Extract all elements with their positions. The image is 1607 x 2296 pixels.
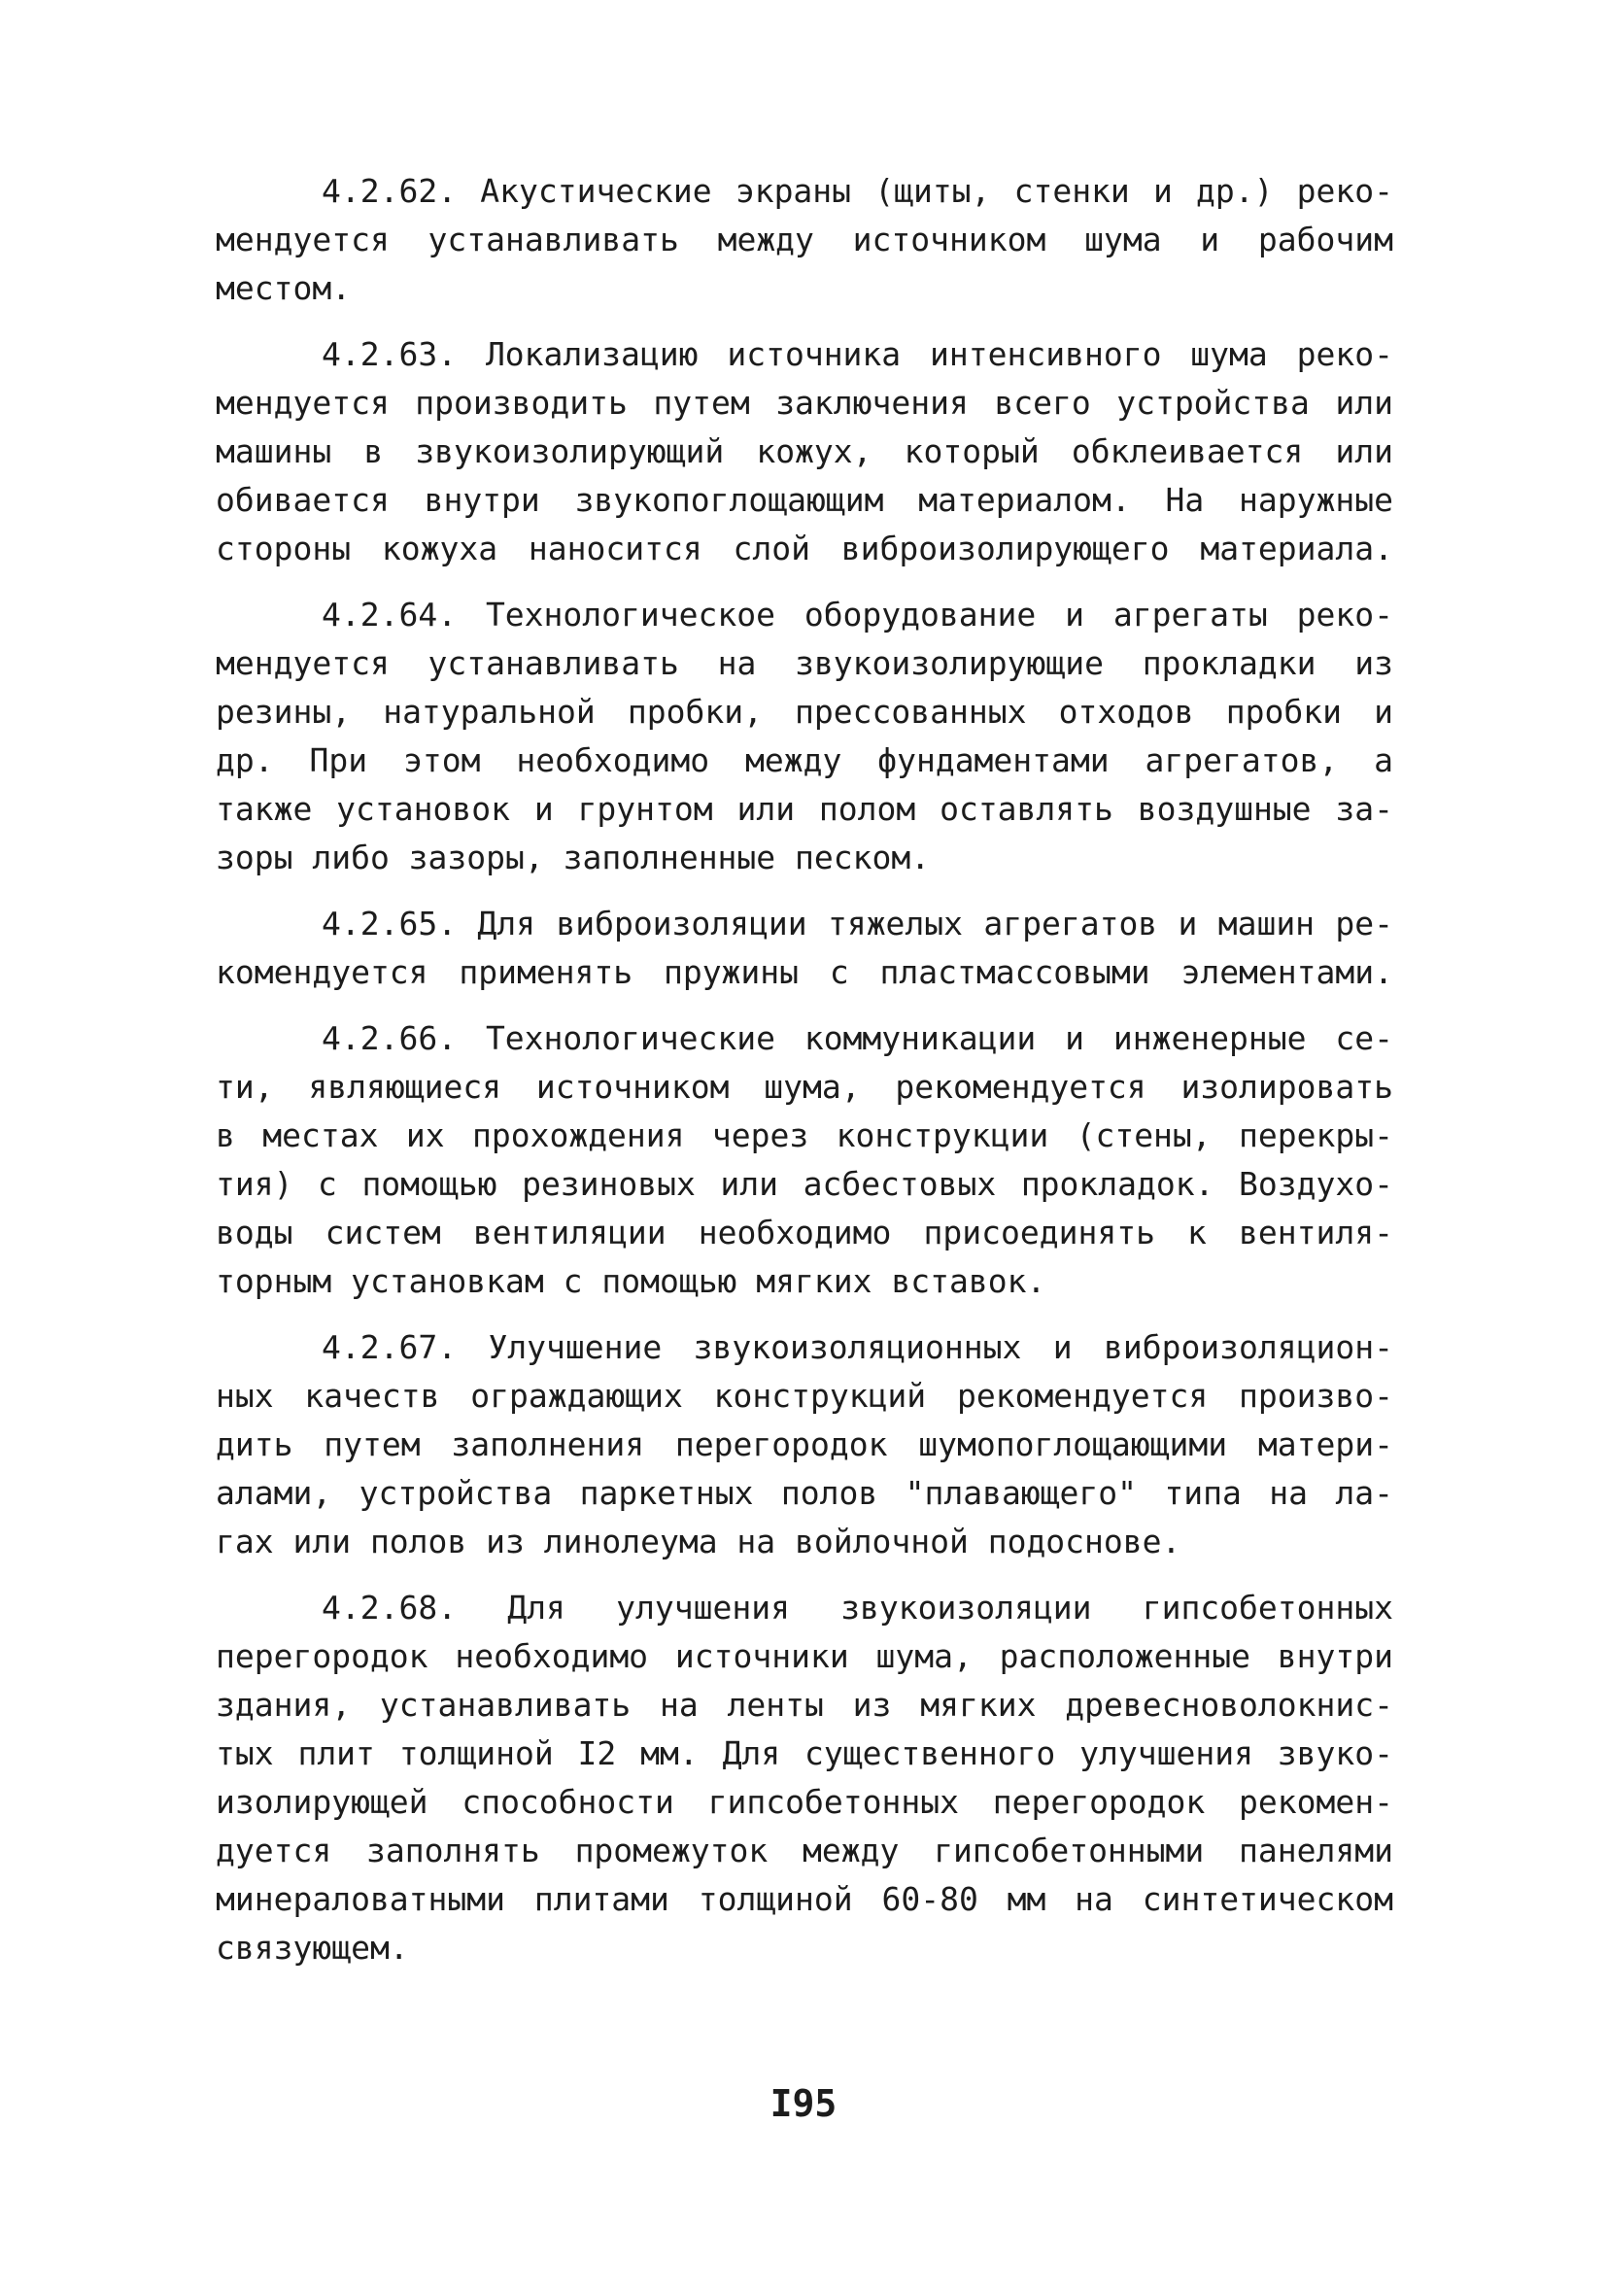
paragraph-4-2-67: [216, 1323, 1393, 1566]
text-line: местом.: [216, 269, 352, 307]
text-line: др. При этом необходимо между фундаментами агрегатов, а: [216, 741, 1393, 779]
text-line: также установок и грунтом или полом оставлять воздушные за-: [216, 790, 1393, 828]
text-line: гах или полов из линолеума на войлочной подоснове.: [216, 1523, 1181, 1560]
text-line: мендуется производить путем заключения всего устройства или: [216, 384, 1393, 422]
paragraph-4-2-65: [216, 900, 1393, 997]
text-line: торным установкам с помощью мягких вставок.: [216, 1262, 1046, 1300]
text-line: 4.2.67. Улучшение звукоизоляционных и виброизоляцион-: [322, 1328, 1393, 1366]
text-line: дить путем заполнения перегородок шумопоглощающими матери-: [216, 1425, 1393, 1463]
text-line: мендуется устанавливать на звукоизолирующие прокладки из: [216, 644, 1393, 682]
text-line: ти, являющиеся источником шума, рекомендуется изолировать: [216, 1068, 1393, 1106]
text-line: 4.2.62. Акустические экраны (щиты, стенки и др.) реко-: [322, 172, 1393, 210]
paragraph-4-2-66: [216, 1014, 1393, 1306]
text-line: 4.2.63. Локализацию источника интенсивного шума реко-: [322, 335, 1393, 373]
text-line: минераловатными плитами толщиной 60-80 мм на синтетическом: [216, 1880, 1393, 1918]
text-line: ных качеств ограждающих конструкций рекомендуется произво-: [216, 1377, 1393, 1415]
text-line: дуется заполнять промежуток между гипсобетонными панелями: [216, 1832, 1393, 1869]
text-line: машины в звукоизолирующий кожух, который обклеивается или: [216, 432, 1393, 470]
text-line: связующем.: [216, 1929, 409, 1967]
text-line: воды систем вентиляции необходимо присоединять к вентиля-: [216, 1214, 1393, 1251]
text-line: в местах их прохождения через конструкции (стены, перекры-: [216, 1116, 1393, 1154]
text-line: здания, устанавливать на ленты из мягких древесноволокнис-: [216, 1686, 1393, 1724]
text-line: 4.2.66. Технологические коммуникации и инженерные се-: [322, 1019, 1393, 1057]
text-line: обивается внутри звукопоглощающим материалом. На наружные: [216, 481, 1393, 519]
body-text: [216, 167, 1393, 1990]
text-line: изолирующей способности гипсобетонных перегородок рекомен-: [216, 1783, 1393, 1821]
text-line: резины, натуральной пробки, прессованных отходов пробки и: [216, 693, 1393, 731]
paragraph-4-2-64: [216, 591, 1393, 882]
text-line: тых плит толщиной I2 мм. Для существенного улучшения звуко-: [216, 1734, 1393, 1772]
text-line: 4.2.65. Для виброизоляции тяжелых агрегатов и машин ре-: [322, 905, 1393, 942]
paragraph-4-2-68: [216, 1584, 1393, 1972]
text-line: стороны кожуха наносится слой виброизолирующего материала.: [216, 530, 1393, 567]
text-line: 4.2.68. Для улучшения звукоизоляции гипсобетонных: [322, 1589, 1393, 1627]
text-line: алами, устройства паркетных полов "плавающего" типа на ла-: [216, 1474, 1393, 1512]
text-line: комендуется применять пружины с пластмассовыми элементами.: [216, 953, 1393, 991]
paragraph-4-2-63: [216, 330, 1393, 573]
text-line: перегородок необходимо источники шума, расположенные внутри: [216, 1637, 1393, 1675]
paragraph-4-2-62: [216, 167, 1393, 313]
page-number: I95: [769, 2082, 838, 2125]
text-line: зоры либо зазоры, заполненные песком.: [216, 839, 931, 876]
text-line: мендуется устанавливать между источником шума и рабочим: [216, 221, 1393, 258]
text-line: 4.2.64. Технологическое оборудование и агрегаты реко-: [322, 596, 1393, 634]
text-line: тия) с помощью резиновых или асбестовых прокладок. Воздухо-: [216, 1165, 1393, 1203]
